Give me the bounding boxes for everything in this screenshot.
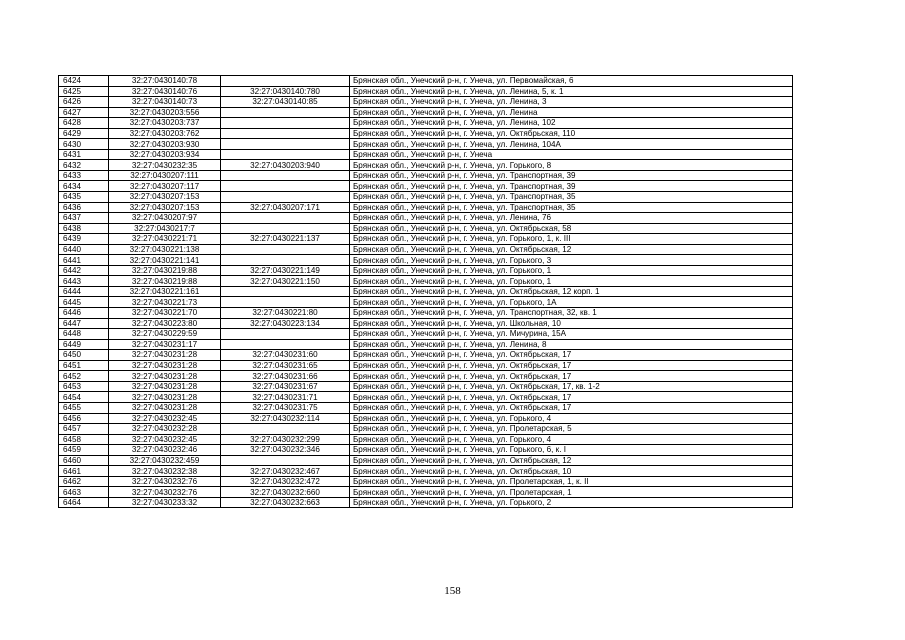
table-row [59, 424, 793, 435]
table-row [59, 308, 793, 319]
parcel-cadastral-number-cell: 32:27:0430232:459 [109, 455, 221, 466]
table-row [59, 213, 793, 224]
table-row [59, 297, 793, 308]
building-cadastral-number-cell [221, 339, 350, 350]
address-cell: Брянская обл., Унечский р-н, г. Унеча, ул. Октябрьская, 17 [350, 402, 793, 413]
table-row [59, 149, 793, 160]
table-row [59, 107, 793, 118]
row-number-cell: 6442 [59, 265, 109, 276]
row-number-cell: 6458 [59, 434, 109, 445]
parcel-cadastral-number-cell: 32:27:0430232:46 [109, 445, 221, 456]
table-row [59, 255, 793, 266]
row-number-cell: 6461 [59, 466, 109, 477]
parcel-cadastral-number-cell: 32:27:0430232:76 [109, 487, 221, 498]
parcel-cadastral-number-cell: 32:27:0430203:737 [109, 118, 221, 129]
building-cadastral-number-cell: 32:27:0430231:75 [221, 402, 350, 413]
parcel-cadastral-number-cell: 32:27:0430221:73 [109, 297, 221, 308]
row-number-cell: 6451 [59, 360, 109, 371]
table-row [59, 350, 793, 361]
row-number-cell: 6428 [59, 118, 109, 129]
building-cadastral-number-cell [221, 255, 350, 266]
table-row [59, 192, 793, 203]
building-cadastral-number-cell: 32:27:0430221:137 [221, 234, 350, 245]
address-cell: Брянская обл., Унечский р-н, г. Унеча, ул. Горького, 8 [350, 160, 793, 171]
row-number-cell: 6443 [59, 276, 109, 287]
building-cadastral-number-cell [221, 286, 350, 297]
table-row [59, 371, 793, 382]
row-number-cell: 6441 [59, 255, 109, 266]
building-cadastral-number-cell: 32:27:0430221:150 [221, 276, 350, 287]
table-row [59, 445, 793, 456]
building-cadastral-number-cell: 32:27:0430207:171 [221, 202, 350, 213]
table-row [59, 392, 793, 403]
address-cell: Брянская обл., Унечский р-н, г. Унеча [350, 149, 793, 160]
address-cell: Брянская обл., Унечский р-н, г. Унеча, ул. Ленина, 76 [350, 213, 793, 224]
row-number-cell: 6435 [59, 192, 109, 203]
address-cell: Брянская обл., Унечский р-н, г. Унеча, ул. Горького, 1 [350, 265, 793, 276]
table-row [59, 139, 793, 150]
cadastral-table [58, 75, 793, 508]
table-row [59, 455, 793, 466]
address-cell: Брянская обл., Унечский р-н, г. Унеча, ул. Октябрьская, 17 [350, 360, 793, 371]
parcel-cadastral-number-cell: 32:27:0430207:117 [109, 181, 221, 192]
table-row [59, 160, 793, 171]
address-cell: Брянская обл., Унечский р-н, г. Унеча, ул. Октябрьская, 10 [350, 466, 793, 477]
row-number-cell: 6454 [59, 392, 109, 403]
parcel-cadastral-number-cell: 32:27:0430231:28 [109, 392, 221, 403]
parcel-cadastral-number-cell: 32:27:0430231:28 [109, 381, 221, 392]
parcel-cadastral-number-cell: 32:27:0430219:88 [109, 265, 221, 276]
address-cell: Брянская обл., Унечский р-н, г. Унеча, ул. Транспортная, 32, кв. 1 [350, 308, 793, 319]
parcel-cadastral-number-cell: 32:27:0430203:934 [109, 149, 221, 160]
building-cadastral-number-cell: 32:27:0430231:60 [221, 350, 350, 361]
parcel-cadastral-number-cell: 32:27:0430140:78 [109, 76, 221, 87]
table-row [59, 329, 793, 340]
building-cadastral-number-cell [221, 139, 350, 150]
address-cell: Брянская обл., Унечский р-н, г. Унеча, ул. Горького, 6, к. I [350, 445, 793, 456]
table-row [59, 97, 793, 108]
table-row [59, 128, 793, 139]
parcel-cadastral-number-cell: 32:27:0430223:80 [109, 318, 221, 329]
table-row [59, 466, 793, 477]
parcel-cadastral-number-cell: 32:27:0430221:138 [109, 244, 221, 255]
building-cadastral-number-cell [221, 455, 350, 466]
table-row [59, 476, 793, 487]
row-number-cell: 6459 [59, 445, 109, 456]
table-row [59, 244, 793, 255]
row-number-cell: 6431 [59, 149, 109, 160]
parcel-cadastral-number-cell: 32:27:0430203:556 [109, 107, 221, 118]
parcel-cadastral-number-cell: 32:27:0430219:88 [109, 276, 221, 287]
row-number-cell: 6437 [59, 213, 109, 224]
address-cell: Брянская обл., Унечский р-н, г. Унеча, ул. Октябрьская, 17 [350, 392, 793, 403]
address-cell: Брянская обл., Унечский р-н, г. Унеча, ул. Горького, 1, к. III [350, 234, 793, 245]
row-number-cell: 6432 [59, 160, 109, 171]
building-cadastral-number-cell [221, 170, 350, 181]
building-cadastral-number-cell: 32:27:0430232:299 [221, 434, 350, 445]
parcel-cadastral-number-cell: 32:27:0430207:111 [109, 170, 221, 181]
table-row [59, 413, 793, 424]
building-cadastral-number-cell [221, 329, 350, 340]
address-cell: Брянская обл., Унечский р-н, г. Унеча, ул. Мичурина, 15А [350, 329, 793, 340]
table-row [59, 339, 793, 350]
table-row [59, 318, 793, 329]
row-number-cell: 6464 [59, 497, 109, 508]
table-row [59, 381, 793, 392]
building-cadastral-number-cell [221, 213, 350, 224]
parcel-cadastral-number-cell: 32:27:0430221:71 [109, 234, 221, 245]
parcel-cadastral-number-cell: 32:27:0430221:70 [109, 308, 221, 319]
table-row [59, 234, 793, 245]
parcel-cadastral-number-cell: 32:27:0430203:762 [109, 128, 221, 139]
table-row [59, 286, 793, 297]
row-number-cell: 6430 [59, 139, 109, 150]
parcel-cadastral-number-cell: 32:27:0430231:28 [109, 360, 221, 371]
parcel-cadastral-number-cell: 32:27:0430231:17 [109, 339, 221, 350]
building-cadastral-number-cell: 32:27:0430223:134 [221, 318, 350, 329]
address-cell: Брянская обл., Унечский р-н, г. Унеча, ул. Горького, 1 [350, 276, 793, 287]
building-cadastral-number-cell: 32:27:0430231:65 [221, 360, 350, 371]
row-number-cell: 6426 [59, 97, 109, 108]
row-number-cell: 6424 [59, 76, 109, 87]
parcel-cadastral-number-cell: 32:27:0430217:7 [109, 223, 221, 234]
building-cadastral-number-cell: 32:27:0430232:346 [221, 445, 350, 456]
table-row [59, 181, 793, 192]
address-cell: Брянская обл., Унечский р-н, г. Унеча, ул. Школьная, 10 [350, 318, 793, 329]
row-number-cell: 6447 [59, 318, 109, 329]
building-cadastral-number-cell [221, 424, 350, 435]
address-cell: Брянская обл., Унечский р-н, г. Унеча, ул. Ленина [350, 107, 793, 118]
parcel-cadastral-number-cell: 32:27:0430232:28 [109, 424, 221, 435]
table-row [59, 402, 793, 413]
building-cadastral-number-cell [221, 181, 350, 192]
table-row [59, 118, 793, 129]
row-number-cell: 6439 [59, 234, 109, 245]
address-cell: Брянская обл., Унечский р-н, г. Унеча, ул. Октябрьская, 17 [350, 371, 793, 382]
building-cadastral-number-cell: 32:27:0430231:67 [221, 381, 350, 392]
table-row [59, 76, 793, 87]
parcel-cadastral-number-cell: 32:27:0430229:59 [109, 329, 221, 340]
address-cell: Брянская обл., Унечский р-н, г. Унеча, ул. Ленина, 8 [350, 339, 793, 350]
building-cadastral-number-cell: 32:27:0430221:149 [221, 265, 350, 276]
parcel-cadastral-number-cell: 32:27:0430232:45 [109, 413, 221, 424]
table-row [59, 223, 793, 234]
row-number-cell: 6440 [59, 244, 109, 255]
row-number-cell: 6446 [59, 308, 109, 319]
address-cell: Брянская обл., Унечский р-н, г. Унеча, ул. Октябрьская, 12 [350, 455, 793, 466]
table-row [59, 170, 793, 181]
parcel-cadastral-number-cell: 32:27:0430232:76 [109, 476, 221, 487]
building-cadastral-number-cell: 32:27:0430231:66 [221, 371, 350, 382]
building-cadastral-number-cell [221, 244, 350, 255]
table-row [59, 360, 793, 371]
building-cadastral-number-cell: 32:27:0430232:114 [221, 413, 350, 424]
parcel-cadastral-number-cell: 32:27:0430231:28 [109, 350, 221, 361]
address-cell: Брянская обл., Унечский р-н, г. Унеча, ул. Октябрьская, 17 [350, 350, 793, 361]
building-cadastral-number-cell: 32:27:0430232:472 [221, 476, 350, 487]
parcel-cadastral-number-cell: 32:27:0430231:28 [109, 402, 221, 413]
parcel-cadastral-number-cell: 32:27:0430221:161 [109, 286, 221, 297]
building-cadastral-number-cell [221, 107, 350, 118]
table-row [59, 276, 793, 287]
building-cadastral-number-cell: 32:27:0430221:80 [221, 308, 350, 319]
parcel-cadastral-number-cell: 32:27:0430207:153 [109, 192, 221, 203]
row-number-cell: 6463 [59, 487, 109, 498]
building-cadastral-number-cell [221, 149, 350, 160]
building-cadastral-number-cell [221, 118, 350, 129]
table-row [59, 434, 793, 445]
address-cell: Брянская обл., Унечский р-н, г. Унеча, ул. Горького, 3 [350, 255, 793, 266]
address-cell: Брянская обл., Унечский р-н, г. Унеча, ул. Транспортная, 39 [350, 170, 793, 181]
address-cell: Брянская обл., Унечский р-н, г. Унеча, ул. Октябрьская, 110 [350, 128, 793, 139]
row-number-cell: 6452 [59, 371, 109, 382]
parcel-cadastral-number-cell: 32:27:0430221:141 [109, 255, 221, 266]
row-number-cell: 6433 [59, 170, 109, 181]
building-cadastral-number-cell [221, 76, 350, 87]
building-cadastral-number-cell [221, 192, 350, 203]
building-cadastral-number-cell: 32:27:0430232:467 [221, 466, 350, 477]
row-number-cell: 6456 [59, 413, 109, 424]
address-cell: Брянская обл., Унечский р-н, г. Унеча, ул. Пролетарская, 1 [350, 487, 793, 498]
row-number-cell: 6425 [59, 86, 109, 97]
address-cell: Брянская обл., Унечский р-н, г. Унеча, ул. Ленина, 5, к. 1 [350, 86, 793, 97]
row-number-cell: 6438 [59, 223, 109, 234]
address-cell: Брянская обл., Унечский р-н, г. Унеча, ул. Октябрьская, 12 корп. 1 [350, 286, 793, 297]
table-row [59, 86, 793, 97]
address-cell: Брянская обл., Унечский р-н, г. Унеча, ул. Пролетарская, 1, к. II [350, 476, 793, 487]
row-number-cell: 6449 [59, 339, 109, 350]
parcel-cadastral-number-cell: 32:27:0430231:28 [109, 371, 221, 382]
address-cell: Брянская обл., Унечский р-н, г. Унеча, ул. Ленина, 104А [350, 139, 793, 150]
row-number-cell: 6445 [59, 297, 109, 308]
parcel-cadastral-number-cell: 32:27:0430203:930 [109, 139, 221, 150]
building-cadastral-number-cell: 32:27:0430203:940 [221, 160, 350, 171]
address-cell: Брянская обл., Унечский р-н, г. Унеча, ул. Горького, 4 [350, 434, 793, 445]
building-cadastral-number-cell [221, 297, 350, 308]
row-number-cell: 6460 [59, 455, 109, 466]
building-cadastral-number-cell [221, 128, 350, 139]
table-row [59, 202, 793, 213]
parcel-cadastral-number-cell: 32:27:0430140:76 [109, 86, 221, 97]
row-number-cell: 6462 [59, 476, 109, 487]
row-number-cell: 6427 [59, 107, 109, 118]
address-cell: Брянская обл., Унечский р-н, г. Унеча, ул. Ленина, 102 [350, 118, 793, 129]
address-cell: Брянская обл., Унечский р-н, г. Унеча, ул. Октябрьская, 58 [350, 223, 793, 234]
row-number-cell: 6434 [59, 181, 109, 192]
parcel-cadastral-number-cell: 32:27:0430207:153 [109, 202, 221, 213]
row-number-cell: 6448 [59, 329, 109, 340]
row-number-cell: 6429 [59, 128, 109, 139]
building-cadastral-number-cell: 32:27:0430140:85 [221, 97, 350, 108]
row-number-cell: 6457 [59, 424, 109, 435]
address-cell: Брянская обл., Унечский р-н, г. Унеча, ул. Октябрьская, 12 [350, 244, 793, 255]
building-cadastral-number-cell [221, 223, 350, 234]
building-cadastral-number-cell: 32:27:0430232:660 [221, 487, 350, 498]
address-cell: Брянская обл., Унечский р-н, г. Унеча, ул. Транспортная, 35 [350, 192, 793, 203]
parcel-cadastral-number-cell: 32:27:0430232:38 [109, 466, 221, 477]
building-cadastral-number-cell: 32:27:0430231:71 [221, 392, 350, 403]
address-cell: Брянская обл., Унечский р-н, г. Унеча, ул. Октябрьская, 17, кв. 1-2 [350, 381, 793, 392]
table-row [59, 487, 793, 498]
address-cell: Брянская обл., Унечский р-н, г. Унеча, ул. Горького, 1А [350, 297, 793, 308]
row-number-cell: 6455 [59, 402, 109, 413]
building-cadastral-number-cell: 32:27:0430140:780 [221, 86, 350, 97]
table-row [59, 497, 793, 508]
address-cell: Брянская обл., Унечский р-н, г. Унеча, ул. Ленина, 3 [350, 97, 793, 108]
address-cell: Брянская обл., Унечский р-н, г. Унеча, ул. Транспортная, 39 [350, 181, 793, 192]
parcel-cadastral-number-cell: 32:27:0430232:45 [109, 434, 221, 445]
parcel-cadastral-number-cell: 32:27:0430207:97 [109, 213, 221, 224]
address-cell: Брянская обл., Унечский р-н, г. Унеча, ул. Транспортная, 35 [350, 202, 793, 213]
table-row [59, 265, 793, 276]
row-number-cell: 6453 [59, 381, 109, 392]
parcel-cadastral-number-cell: 32:27:0430140:73 [109, 97, 221, 108]
address-cell: Брянская обл., Унечский р-н, г. Унеча, ул. Первомайская, 6 [350, 76, 793, 87]
table-body [59, 76, 793, 508]
address-cell: Брянская обл., Унечский р-н, г. Унеча, ул. Пролетарская, 5 [350, 424, 793, 435]
row-number-cell: 6444 [59, 286, 109, 297]
parcel-cadastral-number-cell: 32:27:0430233:32 [109, 497, 221, 508]
page-number: 158 [444, 585, 461, 597]
address-cell: Брянская обл., Унечский р-н, г. Унеча, ул. Горького, 4 [350, 413, 793, 424]
building-cadastral-number-cell: 32:27:0430232:663 [221, 497, 350, 508]
row-number-cell: 6436 [59, 202, 109, 213]
parcel-cadastral-number-cell: 32:27:0430232:35 [109, 160, 221, 171]
address-cell: Брянская обл., Унечский р-н, г. Унеча, ул. Горького, 2 [350, 497, 793, 508]
row-number-cell: 6450 [59, 350, 109, 361]
